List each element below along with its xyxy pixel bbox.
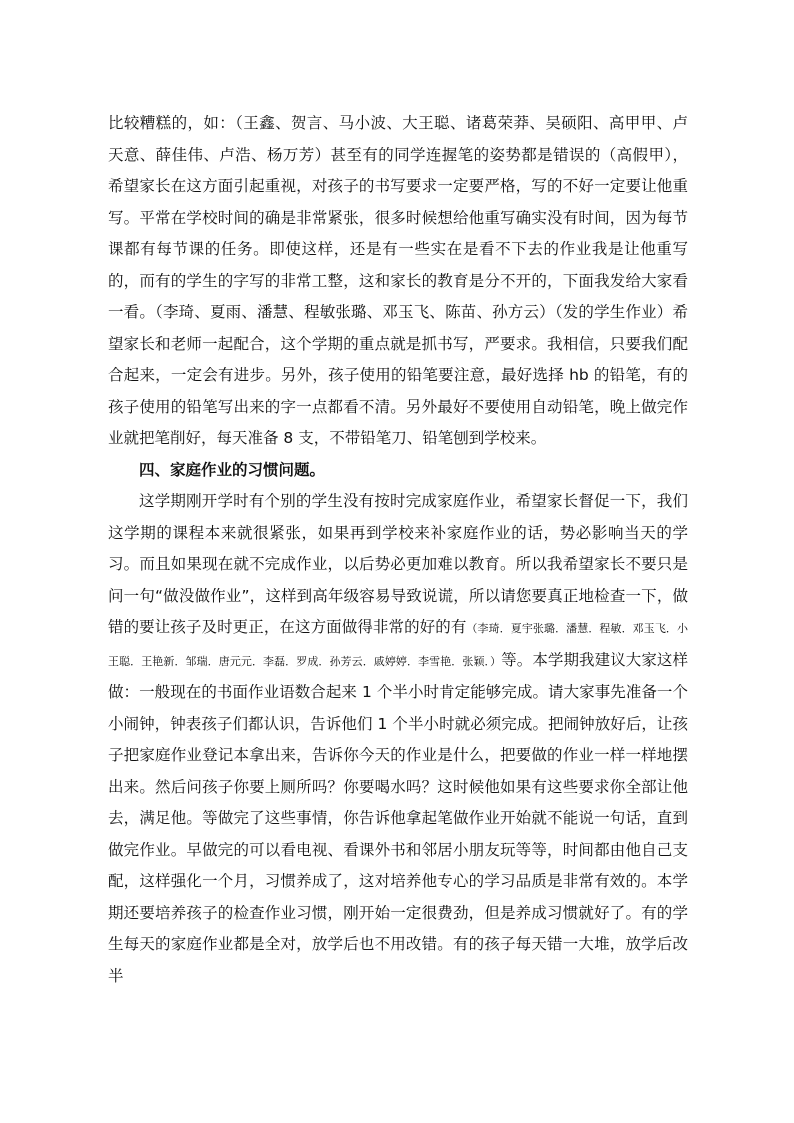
paragraph-handwriting: 比较糟糕的，如：（王鑫、贺言、马小波、大王聪、诸葛荣莽、吴硕阳、高甲甲、卢天意、薛佳伟、卢浩、杨万芳）甚至有的同学连握笔的姿势都是错误的（高假甲），希望家长在这方面引起重视，对孩子的书写要求一定要严格，写的不好一定要让他重写。平常在学校时间的确是非常紧张，很多时候想给他重写确实没有时间，因为每节课都有每节课的任务。即使这样，还是有一些实在是看不下去的作业我是让他重写的，而有的学生的字写的非常工整，这和家长的教育是分不开的，下面我发给大家看一看。（李琦、夏雨、潘慧、程敏张璐、邓玉飞、陈苗、孙方云）（发的学生作业）希望家长和老师一起配合，这个学期的重点就是抓书写，严要求。我相信，只要我们配合起来，一定会有进步。另外，孩子使用的铅笔要注意，最好选择 hb 的铅笔，有的孩子使用的铅笔写出来的字一点都看不清。另外最好不要使用自动铅笔，晚上做完作业就把笔削好，每天准备 8 支，不带铅笔刀、铅笔刨到学校来。 bbox=[108, 114, 688, 447]
paragraph-homework-text-1: 这学期刚开学时有个别的学生没有按时完成家庭作业，希望家长督促一下，我们这学期的课程本来就很紧张，如果再到学校来补家庭作业的话，势必影响当天的学习。而且如果现在就不完成作业，以后势必更加难以教育。所以我希望家长不要只是问一句“做没做作业”，这样到高年级容易导致说谎，所以请您要真正地检查一下，做错的要让孩子及时更正，在这方面做得非常的好的有 bbox=[108, 492, 688, 636]
student-names-list: （李琦．夏宇张璐．潘慧．程敏．邓玉飞．小王聪．王艳新．邹瑞．唐元元．李磊．罗成．孙芳云．戚婷婷．李雪艳．张颖．） bbox=[108, 622, 688, 668]
paragraph-homework bbox=[108, 486, 688, 992]
document-page bbox=[108, 108, 688, 992]
section-heading-homework-habits: 四、家庭作业的习惯问题。 bbox=[139, 460, 326, 479]
paragraph-homework-text-2: 等。本学期我建议大家这样做：一般现在的书面作业语数合起来 1 个半小时肯定能够完成。请大家事先准备一个小闹钟，钟表孩子们都认识，告诉他们 1 个半小时就必须完成。把闹钟放好后，让孩子把家庭作业登记本拿出来，告诉你今天的作业是什么，把要做的作业一样一样地摆出来。然后问孩子你要上厕所吗？你要喝水吗？这时候他如果有这些要求你全部让他去，满足他。等做完了这些事情，你告诉他拿起笔做作业开始就不能说一句话，直到做完作业。早做完的可以看电视、看课外书和邻居小朋友玩等等，时间都由他自己支配，这样强化一个月，习惯养成了，这对培养他专心的学习品质是非常有效的。本学期还要培养孩子的检查作业习惯，刚开始一定很费劲，但是养成习惯就好了。有的学生每天的家庭作业都是全对，放学后也不用改错。有的孩子每天错一大堆，放学后改半 bbox=[108, 650, 688, 985]
